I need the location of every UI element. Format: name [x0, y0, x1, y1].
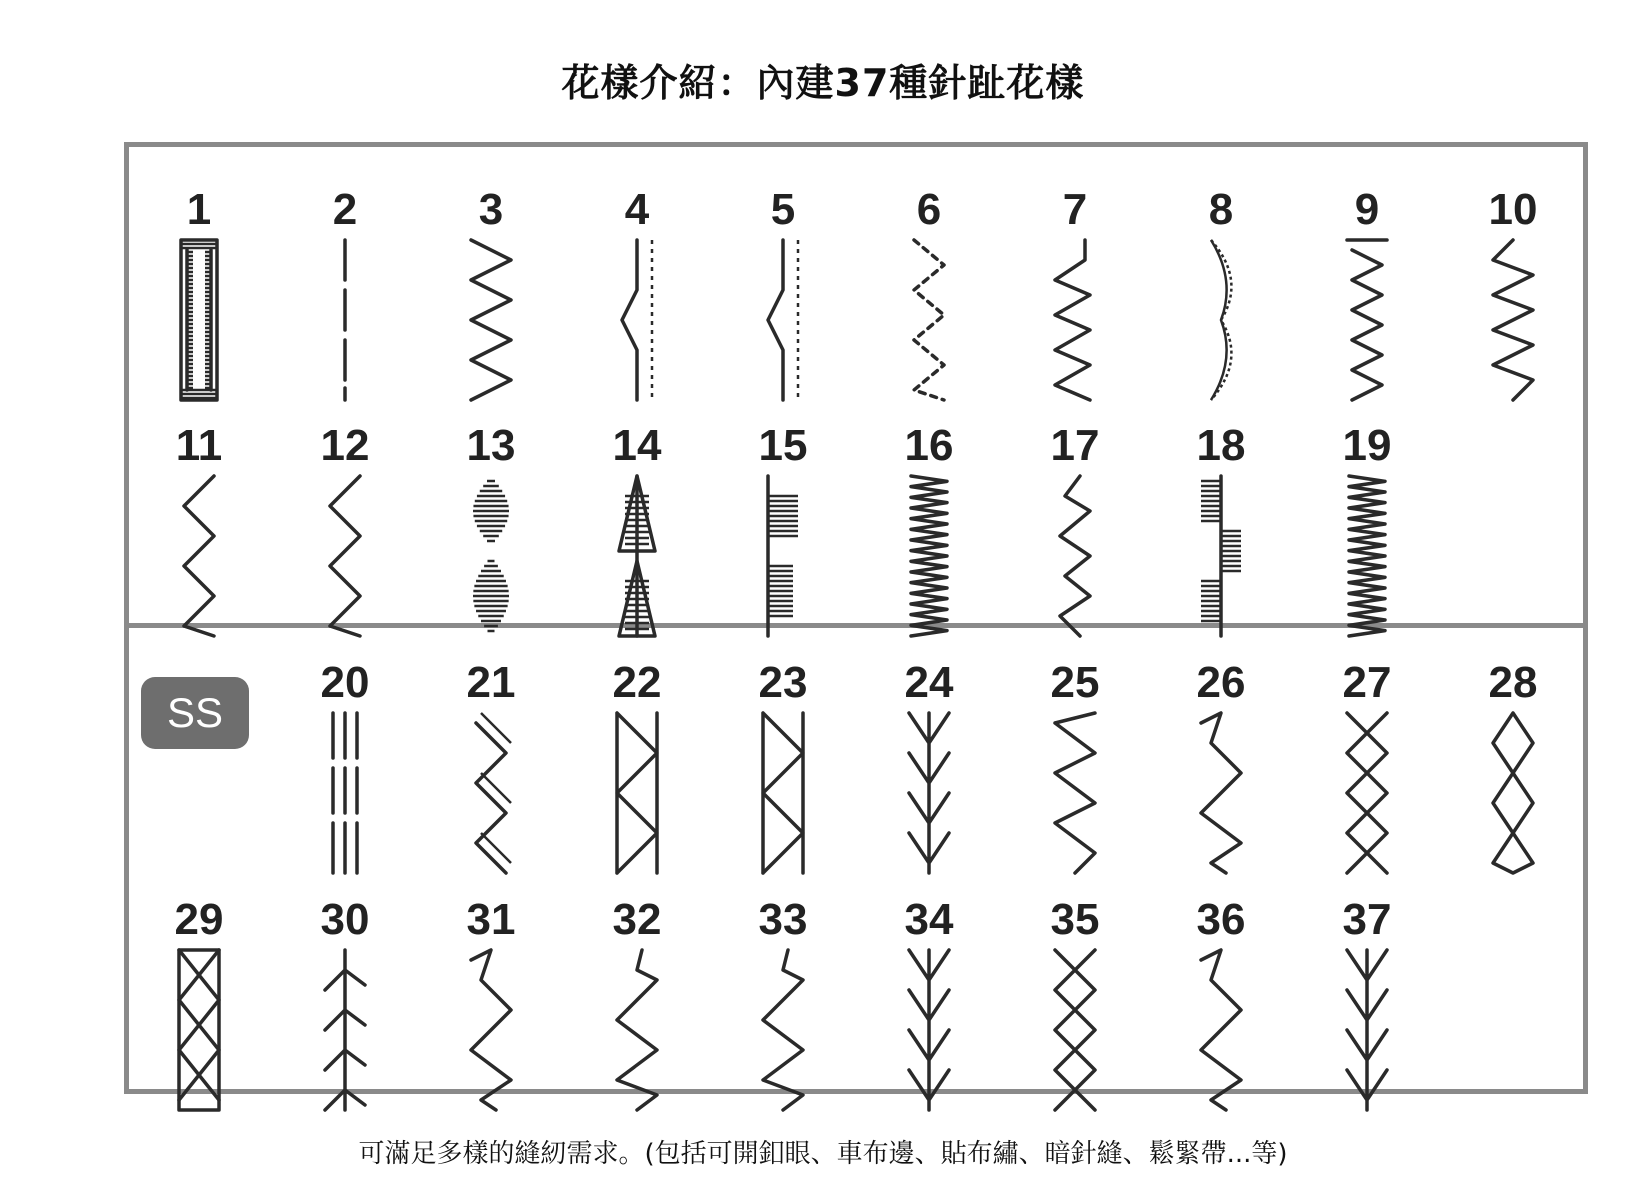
stitch-number: 20 [320, 658, 370, 707]
stitch-number: 21 [466, 658, 516, 707]
stitch-number: 4 [624, 185, 650, 234]
stitch-number: 16 [904, 421, 954, 470]
stitch-pattern-31 [431, 896, 551, 1116]
stitch-pattern-8 [1161, 186, 1281, 406]
stitch-number: 25 [1050, 658, 1100, 707]
stitch-number: 33 [758, 895, 808, 944]
stitch-number: 15 [758, 421, 808, 470]
stitch-pattern-11 [139, 422, 259, 642]
stitch-number: 7 [1062, 185, 1088, 234]
stitch-pattern-7 [1015, 186, 1135, 406]
stitch-pattern-28 [1453, 659, 1573, 879]
stitch-pattern-23 [723, 659, 843, 879]
stitch-number: 5 [770, 185, 796, 234]
stitch-pattern-25 [1015, 659, 1135, 879]
stitch-pattern-9 [1307, 186, 1427, 406]
stitch-number: 3 [478, 185, 504, 234]
stitch-pattern-12 [285, 422, 405, 642]
stitch-number: 24 [904, 658, 954, 707]
stitch-pattern-33 [723, 896, 843, 1116]
stitch-number: 23 [758, 658, 808, 707]
stitch-number: 11 [175, 421, 223, 470]
page-title: 花樣介紹：內建37種針趾花樣 [561, 61, 1085, 105]
stitch-pattern-6 [869, 186, 989, 406]
stitch-number: 29 [174, 895, 224, 944]
stitch-number: 17 [1050, 421, 1100, 470]
ss-badge: SS [141, 677, 249, 749]
stitch-pattern-4 [577, 186, 697, 406]
stitch-number: 10 [1488, 185, 1538, 234]
stitch-pattern-19 [1307, 422, 1427, 642]
stitch-pattern-34 [869, 896, 989, 1116]
stitch-pattern-32 [577, 896, 697, 1116]
stitch-pattern-2 [285, 186, 405, 406]
stitch-number: 22 [612, 658, 662, 707]
stitch-pattern-37 [1307, 896, 1427, 1116]
stitch-number: 8 [1208, 185, 1234, 234]
stitch-number: 36 [1196, 895, 1246, 944]
stitch-number: 14 [612, 421, 662, 470]
stitch-pattern-18 [1161, 422, 1281, 642]
stitch-number: 27 [1342, 658, 1392, 707]
stitch-number: 32 [612, 895, 662, 944]
stitch-pattern-5 [723, 186, 843, 406]
stitch-number: 1 [186, 185, 212, 234]
stitch-pattern-17 [1015, 422, 1135, 642]
stitch-pattern-3 [431, 186, 551, 406]
stitch-pattern-20 [285, 659, 405, 879]
stitch-pattern-36 [1161, 896, 1281, 1116]
stitch-pattern-14 [577, 422, 697, 642]
stitch-pattern-35 [1015, 896, 1135, 1116]
stitch-number: 30 [320, 895, 370, 944]
stitch-pattern-29 [139, 896, 259, 1116]
stitch-number: 34 [904, 895, 954, 944]
stitch-pattern-27 [1307, 659, 1427, 879]
stitch-number: 31 [466, 895, 516, 944]
stitch-number: 35 [1050, 895, 1100, 944]
stitch-number: 26 [1196, 658, 1246, 707]
stitch-pattern-1 [139, 186, 259, 406]
stitch-number: 12 [320, 421, 370, 470]
stitch-number: 19 [1342, 421, 1392, 470]
stitch-pattern-21 [431, 659, 551, 879]
stitch-number: 9 [1354, 185, 1380, 234]
stitch-pattern-22 [577, 659, 697, 879]
stitch-number: 2 [332, 185, 358, 234]
stitch-number: 37 [1342, 895, 1392, 944]
stitch-pattern-24 [869, 659, 989, 879]
stitch-number: 28 [1488, 658, 1538, 707]
stitch-number: 13 [466, 421, 516, 470]
stitch-number: 18 [1196, 421, 1246, 470]
stitch-pattern-10 [1453, 186, 1573, 406]
caption: 可滿足多樣的縫紉需求。(包括可開釦眼、車布邊、貼布繡、暗針縫、鬆緊帶...等) [358, 1139, 1288, 1169]
stitch-pattern-26 [1161, 659, 1281, 879]
stitch-pattern-15 [723, 422, 843, 642]
stitch-pattern-13 [431, 422, 551, 642]
stitch-pattern-30 [285, 896, 405, 1116]
stitch-number: 6 [916, 185, 942, 234]
stitch-pattern-16 [869, 422, 989, 642]
